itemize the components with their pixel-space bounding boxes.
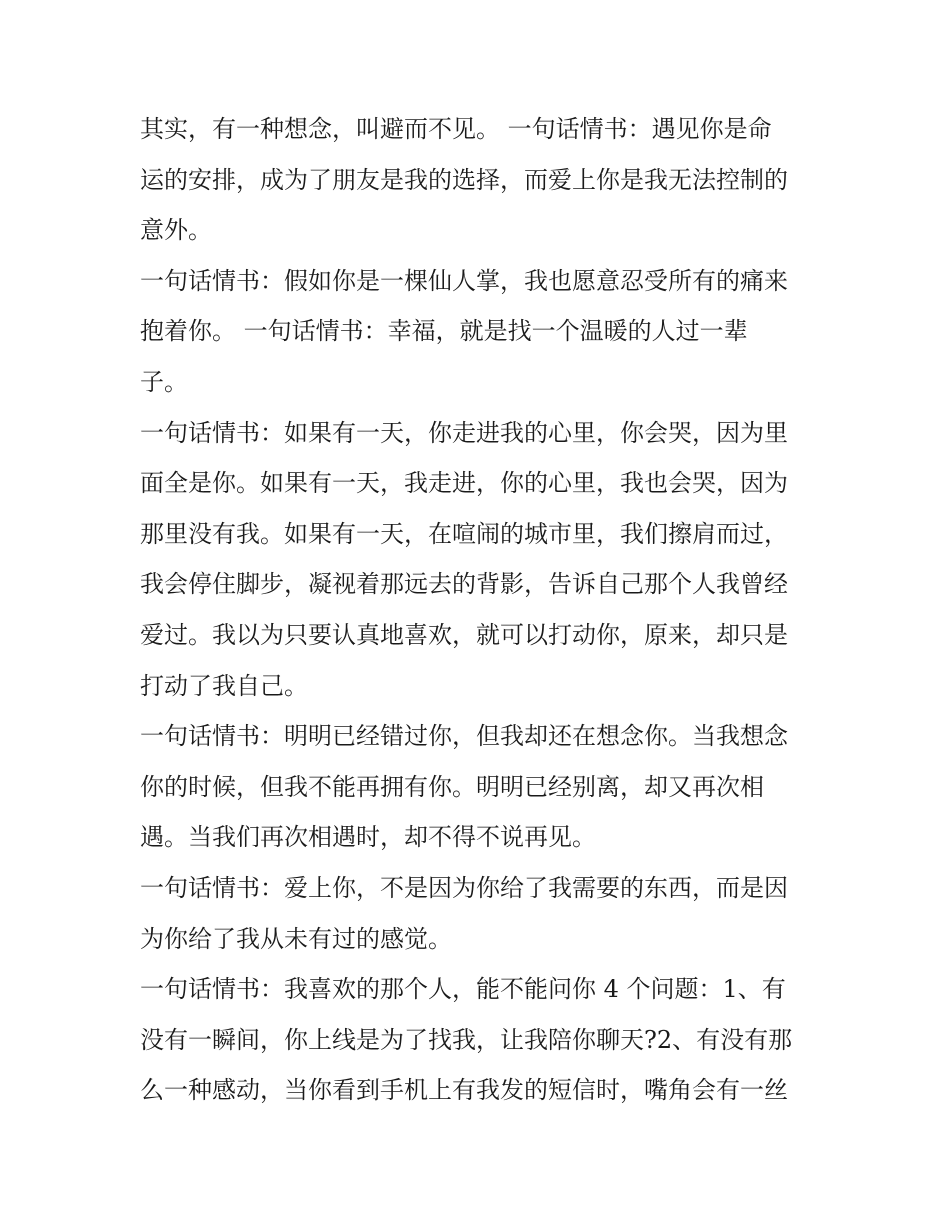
text-line: 抱着你。 一句话情书：幸福，就是找一个温暖的人过一辈 [140, 317, 748, 346]
text-line: 么一种感动，当你看到手机上有我发的短信时，嘴角会有一丝 [140, 1076, 788, 1105]
text-line: 子。 [140, 367, 188, 396]
text-line: 一句话情书：我喜欢的那个人，能不能问你 4 个问题：1、有 [140, 975, 786, 1004]
text-line: 运的安排，成为了朋友是我的选择，而爱上你是我无法控制的 [140, 165, 788, 194]
text-line: 那里没有我。如果有一天，在喧闹的城市里，我们擦肩而过， [140, 519, 788, 548]
text-line: 你的时候，但我不能再拥有你。明明已经别离，却又再次相 [140, 772, 764, 801]
text-line: 没有一瞬间，你上线是为了找我，让我陪你聊天?2、有没有那 [140, 1025, 793, 1054]
text-line: 一句话情书：爱上你，不是因为你给了我需要的东西，而是因 [140, 873, 788, 902]
text-line: 面全是你。如果有一天，我走进，你的心里，我也会哭，因为 [140, 469, 788, 498]
text-line: 一句话情书：如果有一天，你走进我的心里，你会哭，因为里 [140, 418, 788, 447]
text-line: 遇。当我们再次相遇时，却不得不说再见。 [140, 823, 596, 852]
text-line: 打动了我自己。 [140, 671, 308, 700]
text-line: 我会停住脚步，凝视着那远去的背影，告诉自己那个人我曾经 [140, 570, 788, 599]
text-line: 其实，有一种想念，叫避而不见。 一句话情书：遇见你是命 [140, 115, 772, 143]
text-line: 爱过。我以为只要认真地喜欢，就可以打动你，原来，却只是 [140, 620, 788, 649]
text-line: 意外。 [140, 216, 212, 245]
text-line: 一句话情书：明明已经错过你，但我却还在想念你。当我想念 [140, 722, 788, 751]
text-line: 一句话情书：假如你是一棵仙人掌，我也愿意忍受所有的痛来 [140, 266, 788, 295]
document-body [140, 104, 812, 1116]
text-line: 为你给了我从未有过的感觉。 [140, 924, 452, 953]
